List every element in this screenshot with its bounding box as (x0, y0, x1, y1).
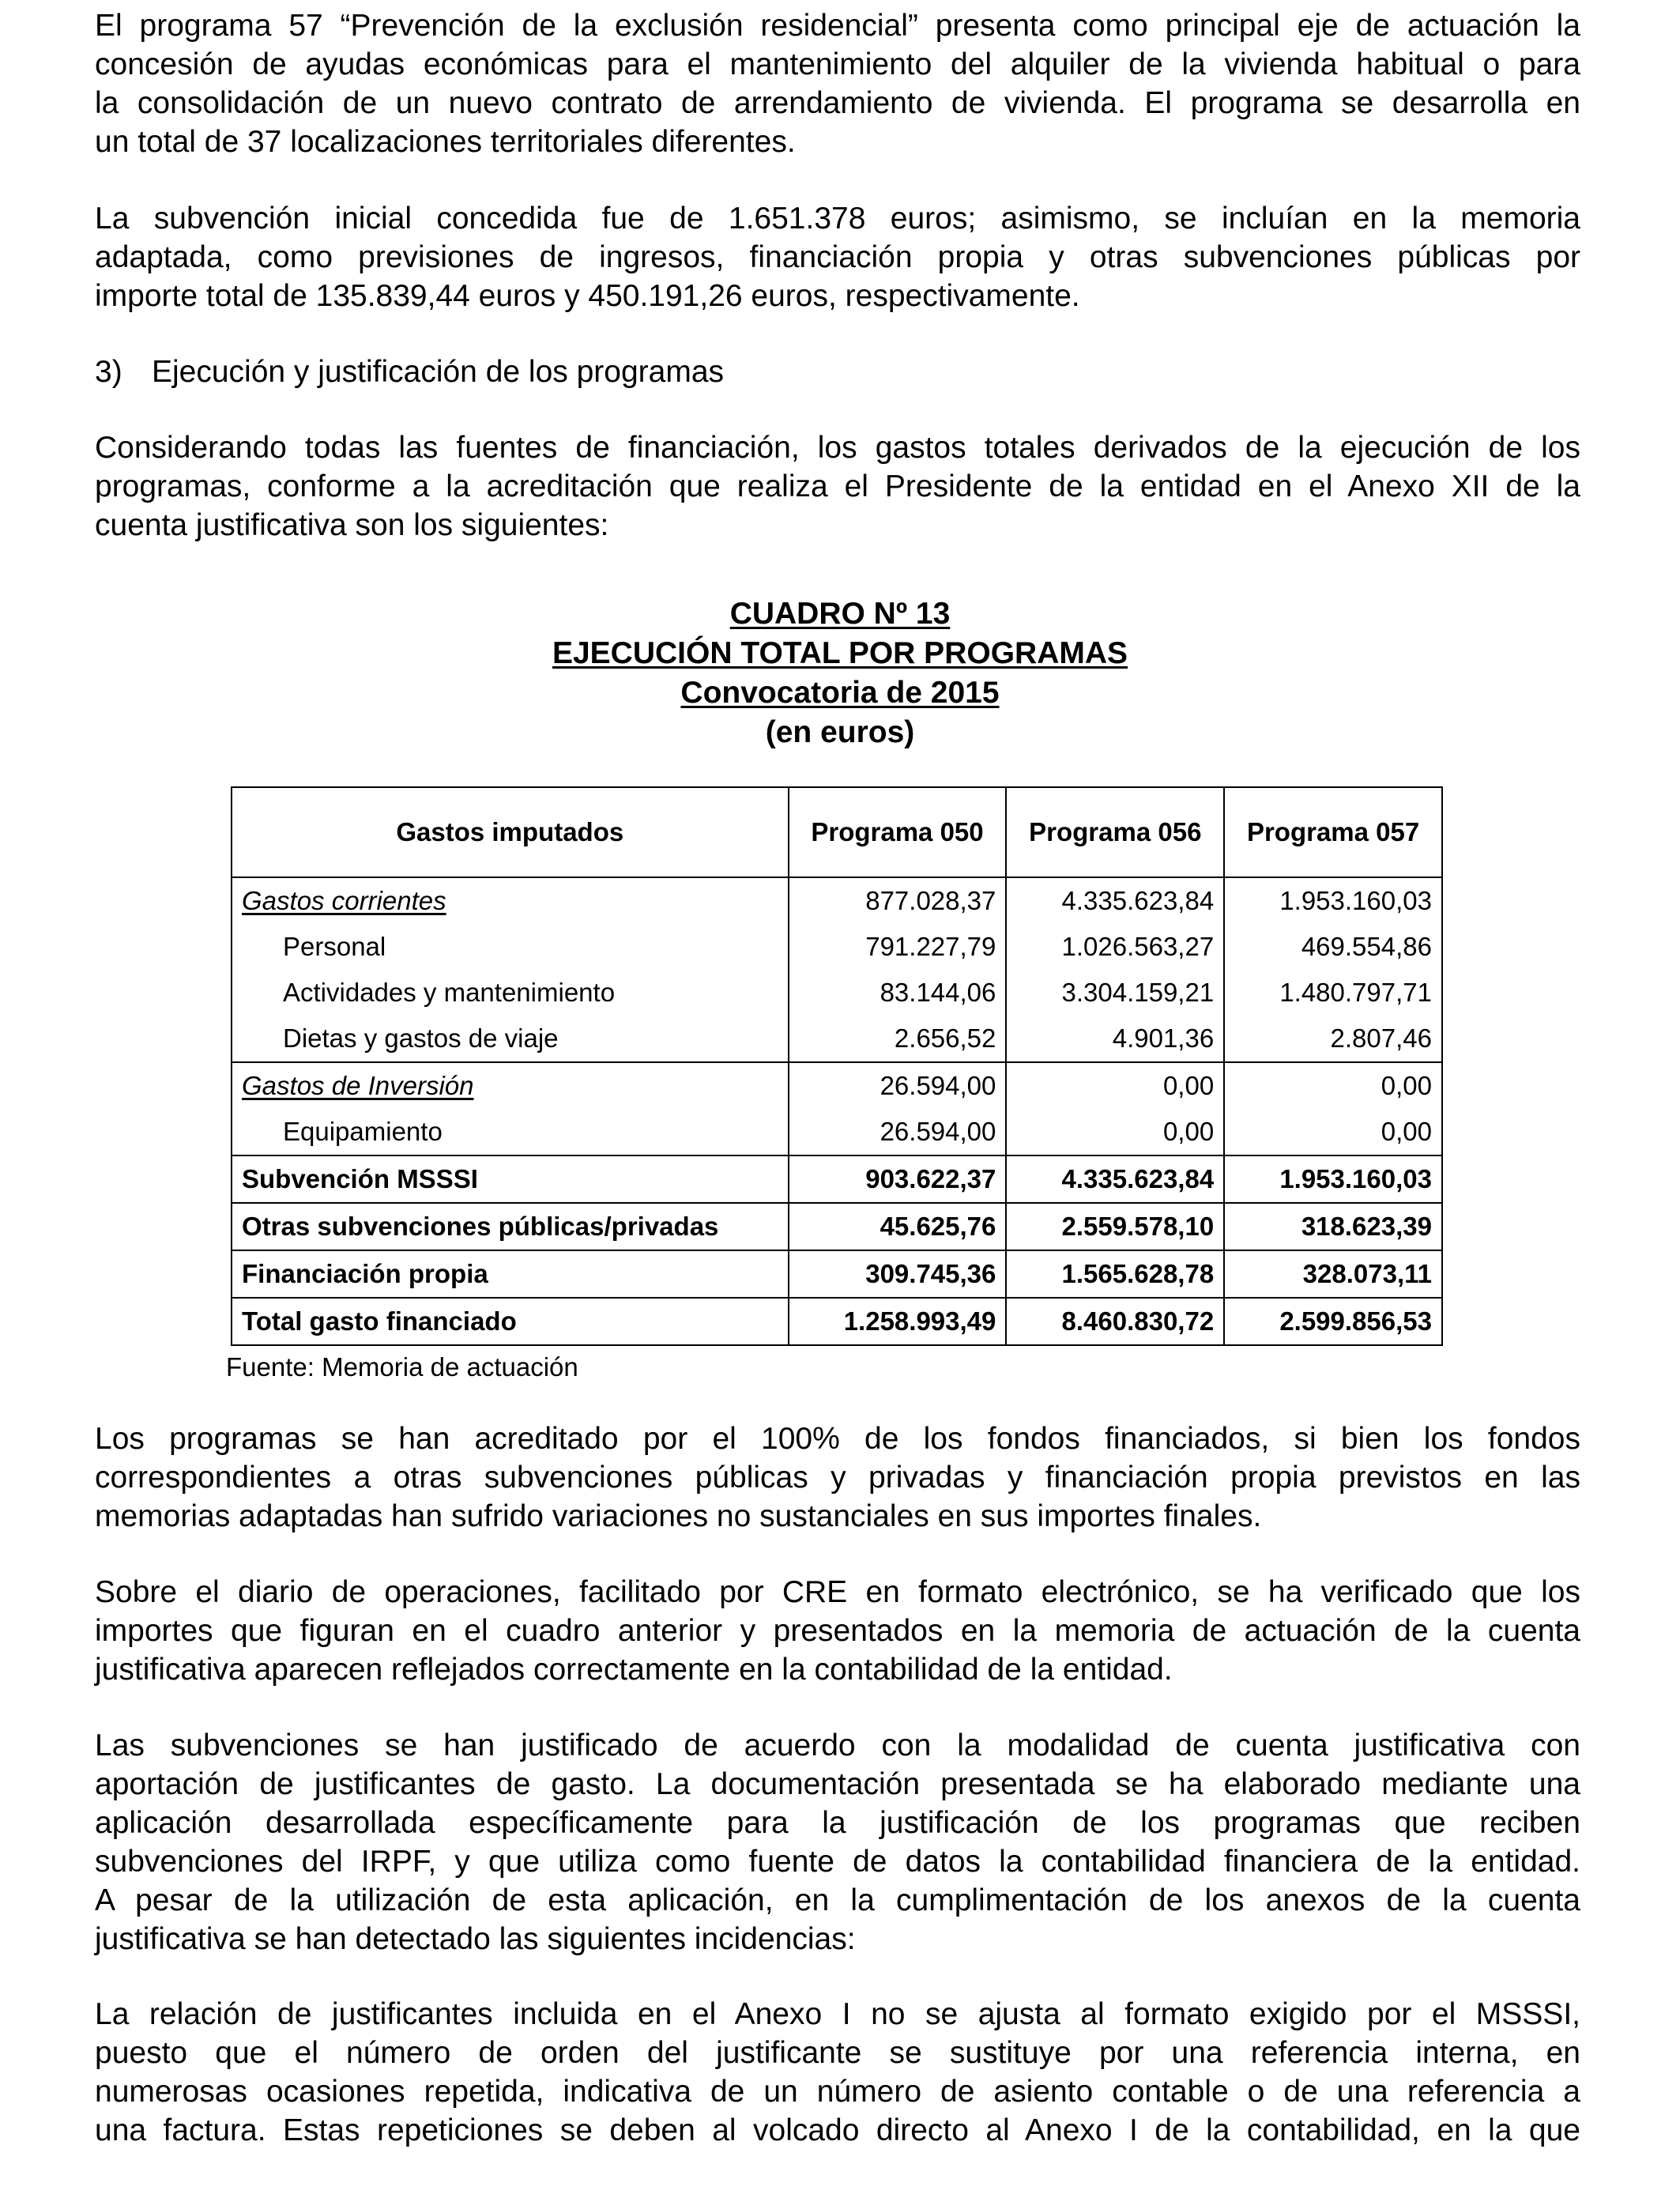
text-line: La subvención inicial concedida fue de 1.651.378 euros; asimismo, se incluían en la memoria (95, 202, 1580, 236)
text-line: A pesar de la utilización de esta aplicación, en la cumplimentación de los anexos de la cuenta (95, 1883, 1580, 1917)
execution-table (231, 786, 1443, 1346)
table-cell: 0,00 (1224, 1062, 1442, 1109)
table-cell: 791.227,79 (789, 924, 1007, 970)
table-cell: 4.901,36 (1006, 1016, 1224, 1062)
table-cell: 309.745,36 (789, 1250, 1007, 1298)
text-line: importes que figuran en el cuadro anterior y presentados en la memoria de actuación de la cuenta (95, 1614, 1580, 1648)
row-label: Actividades y mantenimiento (232, 970, 789, 1016)
text-line: La relación de justificantes incluida en el Anexo I no se ajusta al formato exigido por el MSSSI, (95, 1997, 1580, 2031)
table-cell: 8.460.830,72 (1006, 1298, 1224, 1345)
table-cell: 1.565.628,78 (1006, 1250, 1224, 1298)
table-row (232, 1250, 1442, 1298)
table-cell: 83.144,06 (789, 970, 1007, 1016)
table-cell: 2.599.856,53 (1224, 1298, 1442, 1345)
table-row (232, 1109, 1442, 1155)
row-label: Gastos de Inversión (242, 1071, 474, 1100)
paragraph-acreditacion (95, 1419, 1580, 1536)
table-title-line: (en euros) (765, 715, 915, 749)
column-header: Programa 057 (1224, 787, 1442, 877)
table-row (232, 1016, 1442, 1062)
table-cell: 2.656,52 (789, 1016, 1007, 1062)
text-line: puesto que el número de orden del justificante se sustituye por una referencia interna, en (95, 2036, 1580, 2070)
table-title-line: EJECUCIÓN TOTAL POR PROGRAMAS (552, 636, 1128, 670)
text-line: un total de 37 localizaciones territoriales diferentes. (95, 125, 796, 159)
paragraph-justificacion (95, 1726, 1580, 1958)
row-label: Financiación propia (232, 1250, 789, 1298)
table-cell: 45.625,76 (789, 1203, 1007, 1250)
column-header: Programa 056 (1006, 787, 1224, 877)
table-cell: 0,00 (1006, 1109, 1224, 1155)
text-line: Los programas se han acreditado por el 100% de los fondos financiados, si bien los fondos (95, 1422, 1580, 1456)
text-line: una factura. Estas repeticiones se deben al volcado directo al Anexo I de la contabilidad, en la que (95, 2113, 1580, 2147)
table-cell: 328.073,11 (1224, 1250, 1442, 1298)
table-cell: 877.028,37 (789, 877, 1007, 924)
text-line: importe total de 135.839,44 euros y 450.191,26 euros, respectivamente. (95, 279, 1080, 313)
row-label: Total gasto financiado (232, 1298, 789, 1345)
paragraph-anexo-i (95, 1995, 1580, 2150)
text-line: subvenciones del IRPF, y que utiliza como fuente de datos la contabilidad financiera de la entidad. (95, 1845, 1580, 1879)
table-cell: 1.953.160,03 (1224, 877, 1442, 924)
text-line: Sobre el diario de operaciones, facilitado por CRE en formato electrónico, se ha verificado que los (95, 1575, 1580, 1609)
table-cell: 1.026.563,27 (1006, 924, 1224, 970)
column-header: Programa 050 (789, 787, 1007, 877)
section-title: Ejecución y justificación de los programas (152, 355, 725, 389)
table-title-line: CUADRO Nº 13 (729, 597, 951, 631)
row-label: Subvención MSSSI (232, 1155, 789, 1203)
table-header-row (232, 787, 1442, 877)
text-line: cuenta justificativa son los siguientes: (95, 508, 609, 542)
text-line: la consolidación de un nuevo contrato de arrendamiento de vivienda. El programa se desarrolla en (95, 86, 1580, 120)
text-line: Las subvenciones se han justificado de acuerdo con la modalidad de cuenta justificativa con (95, 1728, 1580, 1762)
row-label: Gastos corrientes (242, 886, 446, 915)
text-line: correspondientes a otras subvenciones públicas y privadas y financiación propia previstos en las (95, 1461, 1580, 1495)
table-cell: 2.807,46 (1224, 1016, 1442, 1062)
paragraph-programa-57 (95, 6, 1580, 161)
table-row (232, 1203, 1442, 1250)
table-cell: 318.623,39 (1224, 1203, 1442, 1250)
table-cell: 26.594,00 (789, 1109, 1007, 1155)
text-line: numerosas ocasiones repetida, indicativa de un número de asiento contable o de una referencia a (95, 2075, 1580, 2109)
table-row (232, 1155, 1442, 1203)
table-cell: 0,00 (1006, 1062, 1224, 1109)
section-number: 3) (95, 355, 122, 389)
table-title (0, 594, 1680, 752)
table-row (232, 1298, 1442, 1345)
text-line: memorias adaptadas han sufrido variaciones no sustanciales en sus importes finales. (95, 1499, 1262, 1533)
row-label: Personal (232, 924, 789, 970)
table-cell: 4.335.623,84 (1006, 877, 1224, 924)
table-cell: 469.554,86 (1224, 924, 1442, 970)
table-cell: 3.304.159,21 (1006, 970, 1224, 1016)
table-cell: 1.953.160,03 (1224, 1155, 1442, 1203)
table-cell: 0,00 (1224, 1109, 1442, 1155)
text-line: concesión de ayudas económicas para el mantenimiento del alquiler de la vivienda habitual o para (95, 47, 1580, 81)
row-label: Equipamiento (232, 1109, 789, 1155)
table-cell: 1.258.993,49 (789, 1298, 1007, 1345)
table-cell: 2.559.578,10 (1006, 1203, 1224, 1250)
table-row (232, 924, 1442, 970)
section-heading (95, 352, 724, 391)
text-line: aplicación desarrollada específicamente para la justificación de los programas que reciben (95, 1806, 1580, 1840)
text-line: adaptada, como previsiones de ingresos, financiación propia y otras subvenciones públicas por (95, 240, 1580, 274)
table-cell: 4.335.623,84 (1006, 1155, 1224, 1203)
text-line: programas, conforme a la acreditación que realiza el Presidente de la entidad en el Anexo XII de la (95, 469, 1580, 503)
table-cell: 1.480.797,71 (1224, 970, 1442, 1016)
text-line: aportación de justificantes de gasto. La documentación presentada se ha elaborado mediante una (95, 1767, 1580, 1801)
table-row (232, 1062, 1442, 1109)
table-row (232, 877, 1442, 924)
source-note: Fuente: Memoria de actuación (226, 1352, 578, 1382)
table-cell: 903.622,37 (789, 1155, 1007, 1203)
text-line: justificativa aparecen reflejados correctamente en la contabilidad de la entidad. (95, 1653, 1173, 1687)
table-title-line: Convocatoria de 2015 (680, 676, 1000, 710)
column-header: Gastos imputados (232, 787, 789, 877)
table-cell: 26.594,00 (789, 1062, 1007, 1109)
row-label: Dietas y gastos de viaje (232, 1016, 789, 1062)
table-row (232, 970, 1442, 1016)
row-label: Otras subvenciones públicas/privadas (232, 1203, 789, 1250)
paragraph-intro (95, 428, 1580, 545)
text-line: El programa 57 “Prevención de la exclusión residencial” presenta como principal eje de actuación la (95, 9, 1580, 43)
text-line: Considerando todas las fuentes de financiación, los gastos totales derivados de la ejecución de los (95, 431, 1580, 465)
paragraph-diario (95, 1573, 1580, 1689)
paragraph-subvencion-inicial (95, 199, 1580, 315)
text-line: justificativa se han detectado las siguientes incidencias: (95, 1922, 856, 1956)
